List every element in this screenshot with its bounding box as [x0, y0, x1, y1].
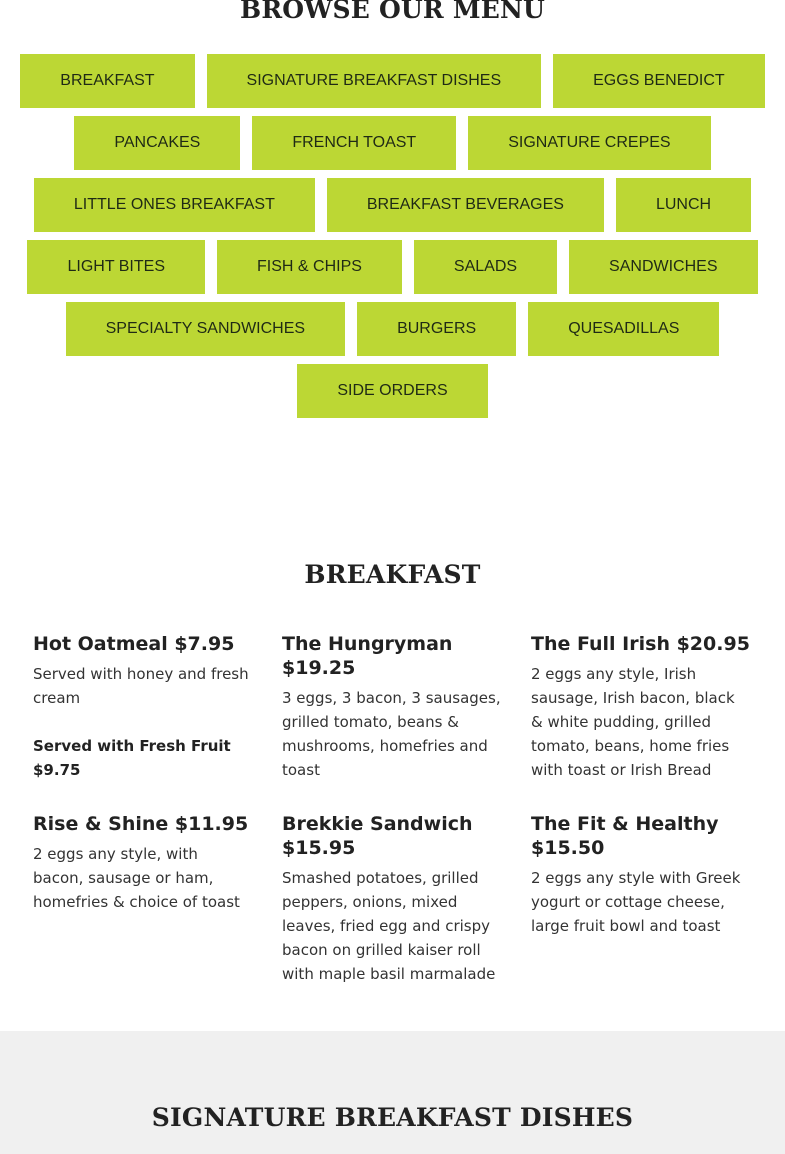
category-button-pancakes[interactable]: PANCAKES: [74, 116, 240, 170]
menu-item-name: Rise & Shine $11.95: [33, 813, 249, 835]
menu-item-name: Hot Oatmeal $7.95: [33, 633, 235, 655]
menu-item-name: Brekkie Sandwich $15.95: [282, 813, 473, 859]
menu-item-name: The Fit & Healthy $15.50: [531, 813, 719, 859]
breakfast-items-grid: [33, 632, 753, 986]
menu-item-name: The Hungryman $19.25: [282, 633, 453, 679]
menu-row: [0, 54, 785, 108]
category-button-signature-crepes[interactable]: SIGNATURE CREPES: [468, 116, 710, 170]
menu-item-description: 2 eggs any style, Irish sausage, Irish bacon, black & white pudding, grilled tomato, beans, home fries with toast or Irish Bread: [531, 665, 735, 779]
menu-item: [33, 812, 253, 986]
menu-item-description: 3 eggs, 3 bacon, 3 sausages, grilled tomato, beans & mushrooms, homefries and toast: [282, 689, 501, 779]
menu-row: [0, 364, 785, 418]
signature-section-heading: SIGNATURE BREAKFAST DISHES: [151, 1103, 634, 1132]
menu-item-description: Smashed potatoes, grilled peppers, onions, mixed leaves, fried egg and crispy bacon on grilled kaiser roll with maple basil marmalade: [282, 869, 496, 983]
menu-row: [0, 178, 785, 232]
signature-section: [0, 1031, 785, 1154]
menu-item-description: 2 eggs any style with Greek yogurt or cottage cheese, large fruit bowl and toast: [531, 869, 741, 935]
menu-item-extra-option: Served with Fresh Fruit $9.75: [33, 737, 231, 779]
category-button-breakfast[interactable]: BREAKFAST: [20, 54, 194, 108]
category-button-light-bites[interactable]: LIGHT BITES: [27, 240, 205, 294]
category-button-lunch[interactable]: LUNCH: [616, 178, 751, 232]
category-button-french-toast[interactable]: FRENCH TOAST: [252, 116, 456, 170]
breakfast-section-heading: BREAKFAST: [304, 560, 481, 589]
browse-menu-heading: BROWSE OUR MENU: [239, 0, 545, 24]
category-button-fish-and-chips[interactable]: FISH & CHIPS: [217, 240, 402, 294]
category-button-signature-breakfast-dishes[interactable]: SIGNATURE BREAKFAST DISHES: [207, 54, 542, 108]
menu-item-description: Served with honey and fresh cream: [33, 665, 249, 707]
category-button-salads[interactable]: SALADS: [414, 240, 557, 294]
category-button-breakfast-beverages[interactable]: BREAKFAST BEVERAGES: [327, 178, 604, 232]
menu-row: [0, 302, 785, 356]
category-button-eggs-benedict[interactable]: EGGS BENEDICT: [553, 54, 765, 108]
category-button-specialty-sandwiches[interactable]: SPECIALTY SANDWICHES: [66, 302, 345, 356]
menu-item-name: The Full Irish $20.95: [531, 633, 750, 655]
menu-item: [282, 632, 502, 782]
category-button-little-ones-breakfast[interactable]: LITTLE ONES BREAKFAST: [34, 178, 315, 232]
menu-item: [531, 812, 751, 986]
category-button-quesadillas[interactable]: QUESADILLAS: [528, 302, 719, 356]
menu-row: [0, 240, 785, 294]
menu-item: [282, 812, 502, 986]
category-button-burgers[interactable]: BURGERS: [357, 302, 516, 356]
menu-item: [33, 632, 253, 782]
menu-item-description: 2 eggs any style, with bacon, sausage or ham, homefries & choice of toast: [33, 845, 240, 911]
category-button-side-orders[interactable]: SIDE ORDERS: [297, 364, 487, 418]
category-button-sandwiches[interactable]: SANDWICHES: [569, 240, 757, 294]
menu-item: [531, 632, 751, 782]
menu-row: [0, 116, 785, 170]
